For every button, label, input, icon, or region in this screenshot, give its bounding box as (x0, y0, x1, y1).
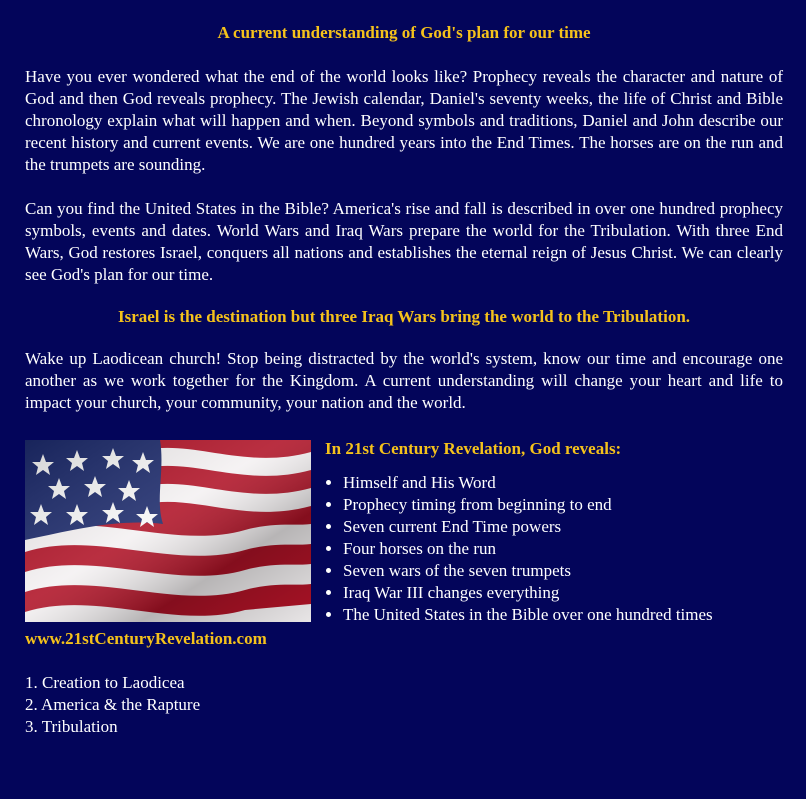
list-item: • The United States in the Bible over one hundred times (343, 604, 785, 626)
list-item: • Prophecy timing from beginning to end (343, 494, 785, 516)
list-item: • Seven current End Time powers (343, 516, 785, 538)
book-list (25, 672, 783, 738)
main-heading: A current understanding of God's plan for our time (217, 23, 591, 42)
media-row (25, 438, 783, 628)
list-item: • Seven wars of the seven trumpets (343, 560, 785, 582)
intro-paragraph: Have you ever wondered what the end of the world looks like? Prophecy reveals the character and nature of God and then God reveals prophecy. The Jewish calendar, Daniel's seventy weeks, the life of Christ and Bible chronology explain what will happen and when. Beyond symbols and traditions, Daniel and John describe our recent history and current events. We are one hundred years into the End Times. The horses are on the run and the trumpets are sounding. (25, 67, 783, 174)
laodicean-paragraph: Wake up Laodicean church! Stop being distracted by the world's system, know our time and encourage one another as we work together for the Kingdom. A current understanding will change your heart and life to impact your church, your community, your nation and the world. (25, 349, 783, 412)
american-flag-image (25, 440, 311, 622)
book-item-1: 1. Creation to Laodicea (25, 673, 185, 692)
reveals-list (325, 472, 785, 626)
website-link[interactable]: www.21stCenturyRevelation.com (25, 629, 267, 648)
israel-heading: Israel is the destination but three Iraq Wars bring the world to the Tribulation. (117, 307, 691, 326)
united-states-paragraph: Can you find the United States in the Bible? America's rise and fall is described in over one hundred prophecy symbols, events and dates. World Wars and Iraq Wars prepare the world for the Tribulation. With three End Wars, God restores Israel, conquers all nations and establishes the eternal reign of Jesus Christ. We can clearly see God's plan for our time. (25, 199, 783, 284)
book-item-2: 2. America & the Rapture (25, 695, 201, 714)
list-item: • Himself and His Word (343, 472, 785, 494)
reveals-section (325, 438, 785, 626)
list-item: • Four horses on the run (343, 538, 785, 560)
reveals-heading: In 21st Century Revelation, God reveals: (325, 439, 622, 458)
book-item-3: 3. Tribulation (25, 717, 118, 736)
list-item: • Iraq War III changes everything (343, 582, 785, 604)
